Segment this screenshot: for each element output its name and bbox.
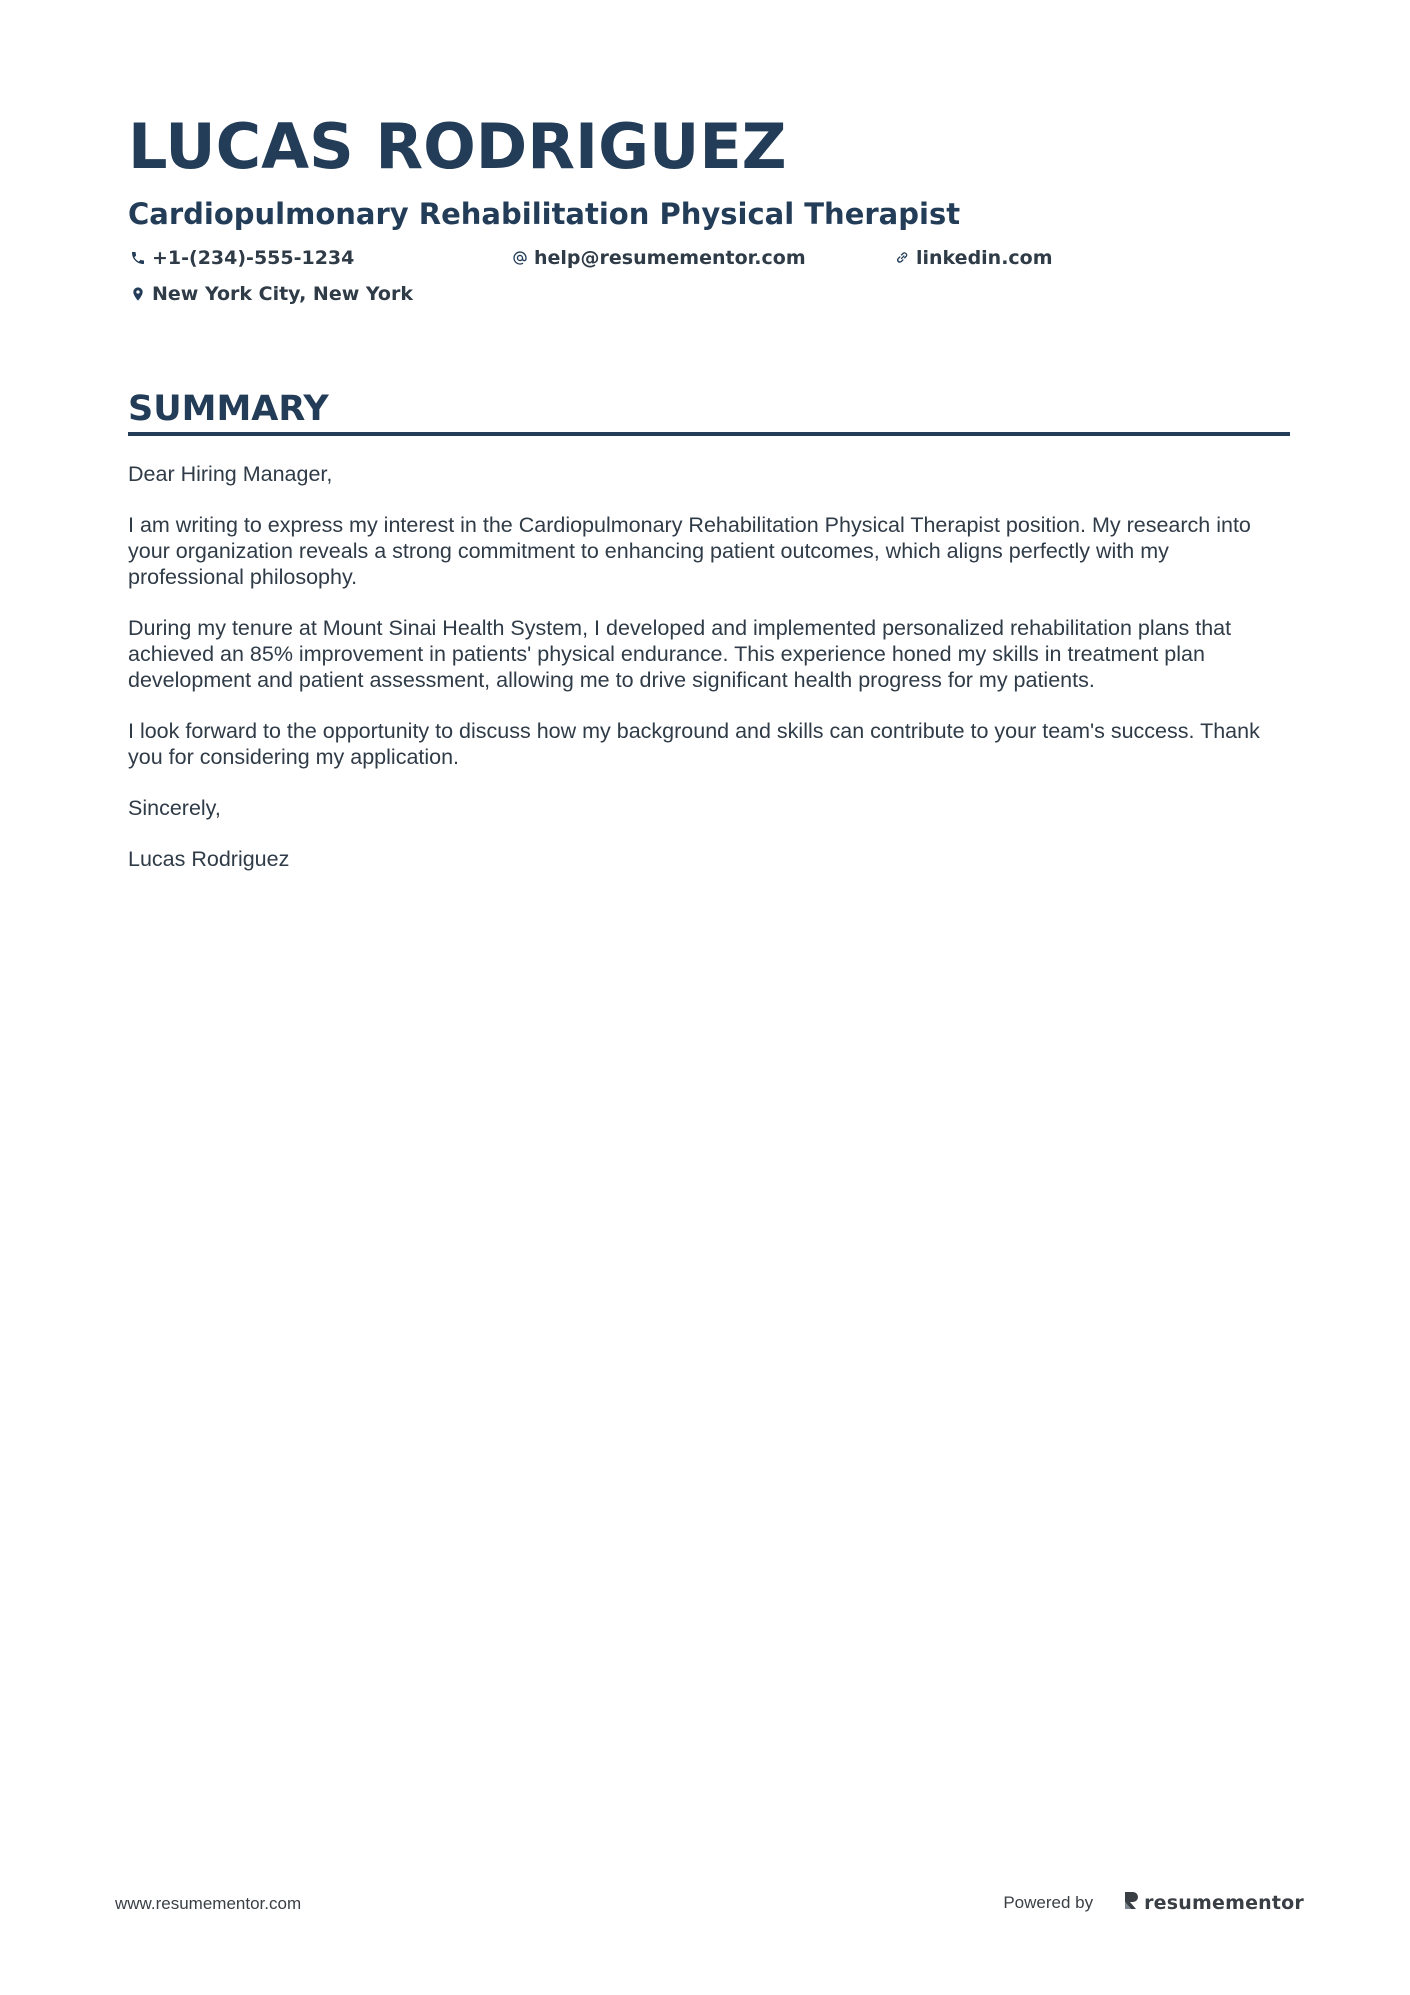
letter-paragraph: I am writing to express my interest in the Cardiopulmonary Rehabilitation Physical Therapist position. My research into your organization reveals a strong commitment to enhancing patient outcomes, which aligns perfectly with my professional philosophy. — [128, 513, 1251, 589]
at-icon — [510, 248, 530, 268]
letter-paragraph: During my tenure at Mount Sinai Health System, I developed and implemented personalized rehabilitation plans that achieved an 85% improvement in patients' physical endurance. This experience honed my skills in treatment plan development and patient assessment, allowing me to drive significant health progress for my patients. — [128, 616, 1232, 692]
letter-body — [128, 462, 1290, 873]
contact-email[interactable] — [510, 246, 892, 270]
letter-paragraph: I look forward to the opportunity to discuss how my background and skills can contribute to your team's success. Thank you for considering my application. — [128, 718, 1260, 769]
brand-logo[interactable] — [1123, 1890, 1304, 1915]
candidate-name: LUCAS RODRIGUEZ — [128, 110, 787, 183]
contact-phone-text: +1-(234)-555-1234 — [152, 247, 355, 269]
contact-list — [128, 246, 1288, 306]
location-pin-icon — [128, 284, 148, 304]
contact-linkedin[interactable] — [892, 246, 1274, 270]
footer-branding — [1003, 1890, 1304, 1915]
resume-header — [128, 108, 1288, 306]
section-title: SUMMARY — [128, 389, 329, 429]
letter-signature: Lucas Rodriguez — [128, 847, 290, 872]
contact-linkedin-text[interactable]: linkedin.com — [916, 247, 1053, 269]
powered-by-label: Powered by — [1003, 1892, 1094, 1912]
section-divider — [128, 432, 1290, 436]
contact-email-text[interactable]: help@resumementor.com — [534, 247, 806, 269]
footer-website[interactable]: www.resumementor.com — [115, 1894, 302, 1913]
link-icon — [892, 248, 912, 268]
brand-name: resumementor — [1144, 1891, 1304, 1914]
letter-greeting: Dear Hiring Manager, — [128, 462, 333, 486]
resumementor-logo-icon — [1123, 1890, 1144, 1915]
candidate-title: Cardiopulmonary Rehabilitation Physical Therapist — [128, 197, 961, 231]
contact-location — [128, 282, 510, 306]
phone-icon — [128, 248, 148, 268]
letter-closing: Sincerely, — [128, 796, 221, 821]
contact-phone — [128, 246, 510, 270]
contact-location-text: New York City, New York — [152, 283, 413, 305]
summary-section — [128, 386, 1290, 899]
